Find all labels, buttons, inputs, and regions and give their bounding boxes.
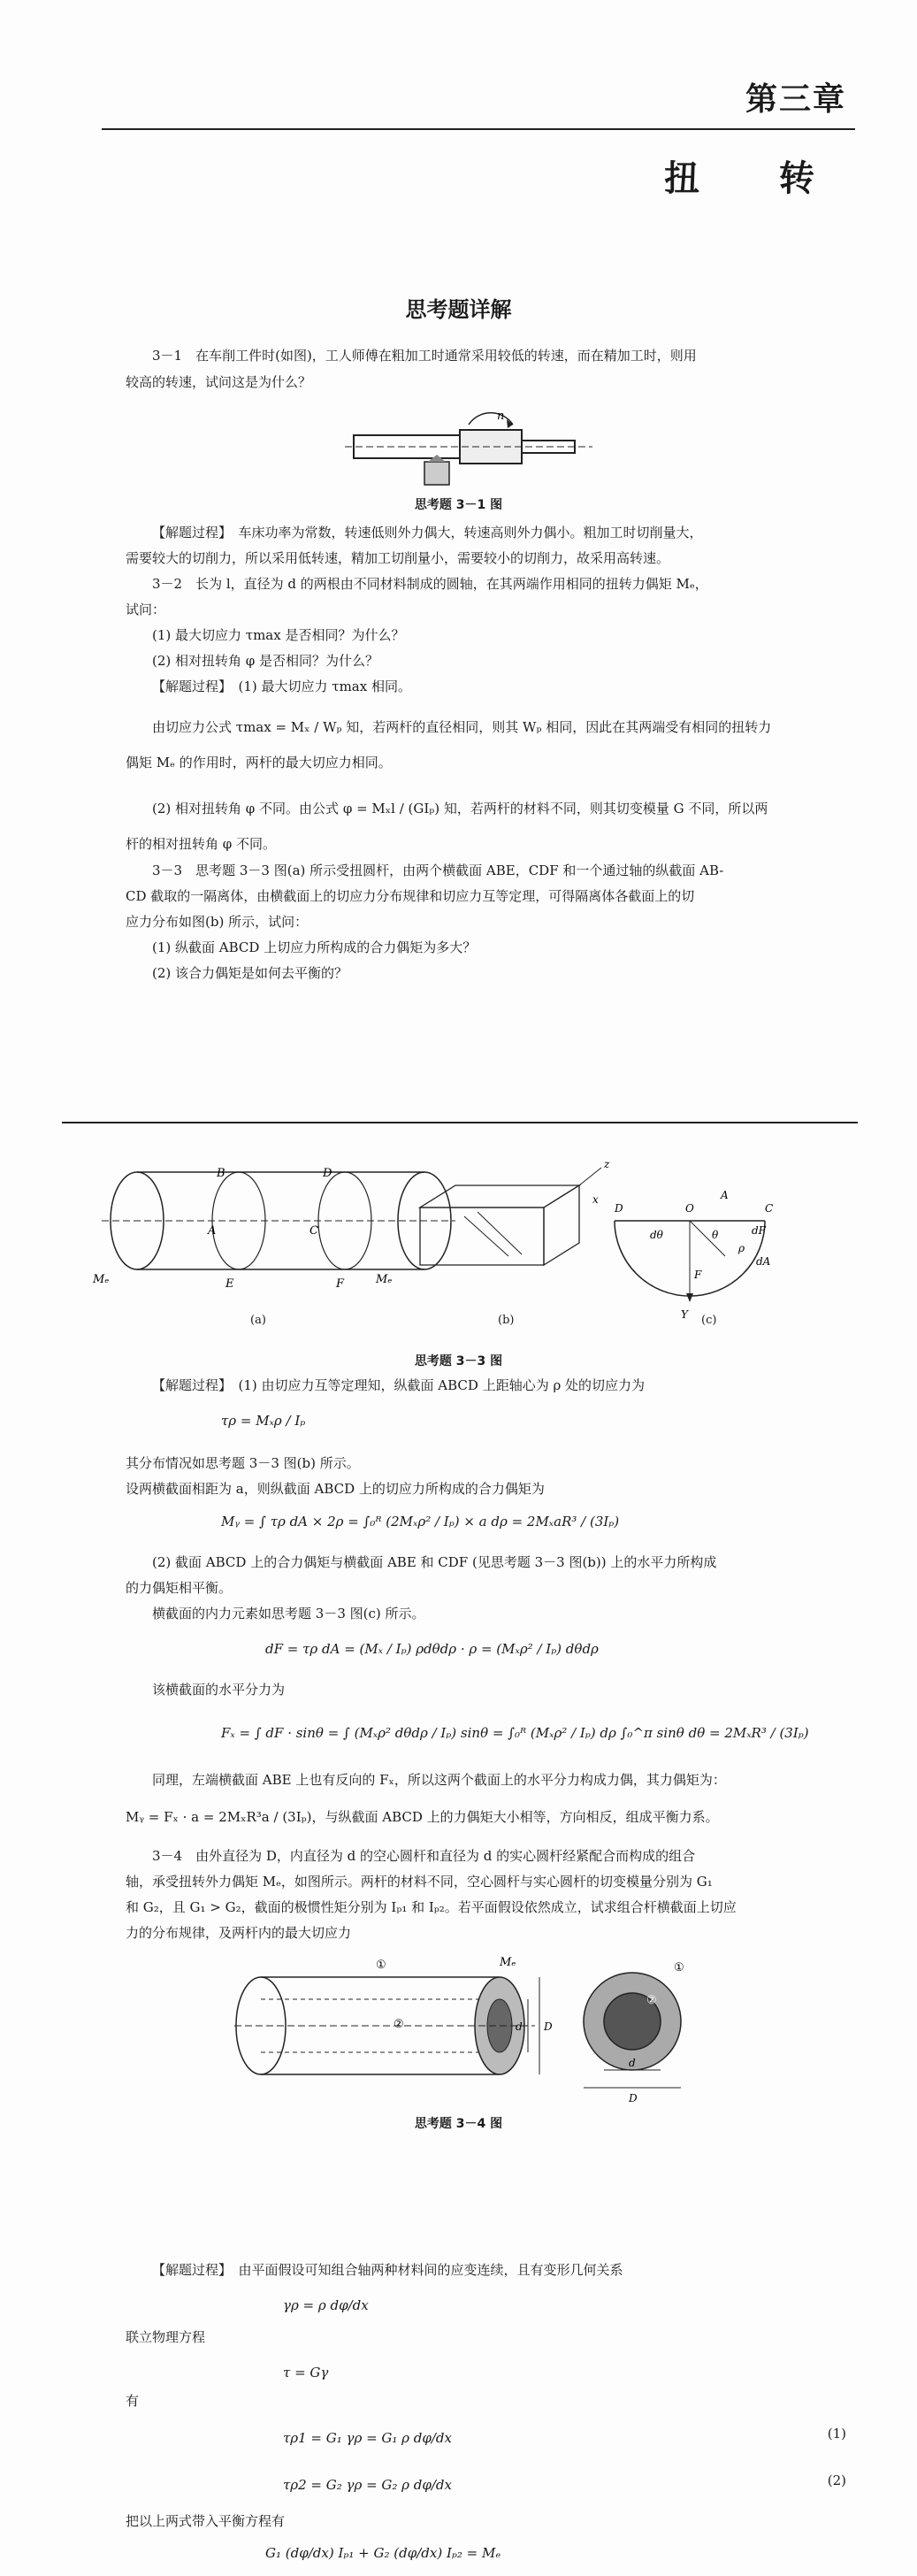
q31-text-1: 3－1 在车削工件时(如图)，工人师傅在粗加工时通常采用较低的转速，而在精加工时，则用 [152, 348, 697, 364]
q34-text-1: 3－4 由外直径为 D，内直径为 d 的空心圆杆和直径为 d 的实心圆杆经紧配合而构成的组合 [152, 1848, 696, 1864]
chapter-title: 扭 转 [664, 158, 848, 199]
q33-solution-8: 同理，左端横截面 ABE 上也有反向的 Fₓ，所以这两个截面上的水平分力构成力偶，其力偶矩为： [152, 1772, 726, 1788]
fig33-sub-c: (c) [701, 1314, 717, 1327]
q33-text-3: 应力分布如图(b) 所示，试问： [126, 914, 309, 930]
fig33c-label-df: dF [752, 1224, 767, 1237]
q34-equation-4-number: (2) [827, 2472, 846, 2488]
q34-text-4: 力的分布规律，及两杆内的最大切应力 [126, 1925, 352, 1941]
q33-solution-5: 的力偶矩相平衡。 [126, 1580, 233, 1596]
q34-equation-3: τρ1 = G₁ γρ = G₁ ρ dφ/dx [283, 2430, 452, 2446]
q33-solution-7: 该横截面的水平分力为 [152, 1682, 286, 1698]
q33-solution-1: 【解题过程】 (1) 由切应力互等定理知，纵截面 ABCD 上距轴心为 ρ 处的切应力为 [152, 1377, 646, 1393]
q33-item-1: (1) 纵截面 ABCD 上切应力所构成的合力偶矩为多大？ [152, 939, 477, 955]
q32-item-2: (2) 相对扭转角 φ 是否相同？为什么？ [152, 653, 379, 669]
fig33c-label-c: C [765, 1202, 774, 1215]
figure-3-4 [234, 1946, 694, 2105]
q31-text-2: 较高的转速，试问这是为什么？ [126, 374, 312, 390]
q32-item-1: (1) 最大切应力 τmax 是否相同？为什么？ [152, 627, 405, 643]
fig34-label-2b: ② [646, 1994, 657, 2007]
q34-equation-1: γρ = ρ dφ/dx [283, 2297, 369, 2313]
fig33-sub-a: (a) [250, 1314, 266, 1327]
q34-text-3: 和 G₂，且 G₁ > G₂，截面的极惯性矩分别为 Iₚ₁ 和 Iₚ₂。若平面假设依然成立，试求组合杆横截面上切应 [126, 1899, 737, 1915]
q34-caption: 思考题 3－4 图 [414, 2117, 503, 2131]
fig33c-label-da: dA [756, 1255, 771, 1268]
header-rule [102, 128, 855, 130]
q32-solution-2: 由切应力公式 τmax = Mₓ / Wₚ 知，若两杆的直径相同，则其 Wₚ 相同，因此在其两端受有相同的扭转力 [152, 719, 772, 735]
figure-3-1 [336, 400, 601, 497]
q33-solution-3: 设两横截面相距为 a，则纵截面 ABCD 上的切应力所构成的合力偶矩为 [126, 1481, 545, 1497]
q31-caption: 思考题 3－1 图 [414, 498, 503, 512]
fig33c-label-rho: ρ [738, 1242, 745, 1254]
fig33-label-c: C [309, 1224, 318, 1238]
q31-solution-1: 【解题过程】 车床功率为常数，转速低则外力偶大，转速高则外力偶小。粗加工时切削量大， [152, 525, 703, 540]
fig33-label-b: B [217, 1167, 225, 1180]
q32-solution-5: 杆的相对扭转角 φ 不同。 [126, 836, 277, 852]
q33-equation-2: Mᵧ = ∫ τρ dA × 2ρ = ∫₀ᴿ (2Mₓρ² / Iₚ) × a dρ = 2MₓaR³ / (3Iₚ) [221, 1514, 620, 1530]
q34-solution-4: 把以上两式带入平衡方程有 [126, 2513, 286, 2529]
fig33-label-me-left: Mₑ [93, 1273, 110, 1286]
q33-text-1: 3－3 思考题 3－3 图(a) 所示受扭圆杆，由两个横截面 ABE，CDF 和一个通过轴的纵截面 AB- [152, 862, 724, 878]
fig33c-label-y: Y [681, 1308, 688, 1321]
fig33-label-a: A [208, 1224, 217, 1238]
q34-solution-2: 联立物理方程 [126, 2329, 206, 2345]
fig31-label-n: n [497, 410, 505, 423]
fig34-label-d: d [516, 2020, 523, 2033]
q33-equation-4: Fₓ = ∫ dF · sinθ = ∫ (Mₓρ² dθdρ / Iₚ) sinθ = ∫₀ᴿ (Mₓρ² / Iₚ) dρ ∫₀^π sinθ dθ = 2MₓR³ / (3Iₚ) [221, 1725, 809, 1741]
chapter-number: 第三章 [745, 81, 846, 118]
fig33c-label-d: D [615, 1202, 623, 1215]
q32-solution-1: 【解题过程】 (1) 最大切应力 τmax 相同。 [152, 678, 411, 694]
fig34-label-1: ① [376, 1959, 386, 1972]
q33-solution-4: (2) 截面 ABCD 上的合力偶矩与横截面 ABE 和 CDF (见思考题 3－3 图(b)) 上的水平力所构成 [152, 1554, 717, 1570]
fig33-label-x: x [592, 1193, 599, 1206]
q32-solution-3: 偶矩 Mₑ 的作用时，两杆的最大切应力相同。 [126, 755, 392, 770]
q33-solution-9: Mᵧ = Fₓ · a = 2MₓR³a / (3Iₚ)，与纵截面 ABCD 上的力偶矩大小相等，方向相反，组成平衡力系。 [126, 1809, 719, 1825]
q34-text-2: 轴，承受扭转外力偶矩 Mₑ，如图所示。两杆的材料不同，空心圆杆与实心圆杆的切变模量分别为 G₁ [126, 1874, 713, 1890]
q33-equation-1: τρ = Mₓρ / Iₚ [221, 1413, 306, 1429]
fig33-label-d: D [323, 1167, 332, 1180]
fig33-label-e: E [225, 1277, 234, 1291]
fig33-sub-b: (b) [498, 1314, 515, 1327]
q32-text-2: 试问： [126, 602, 166, 617]
q31-solution-2: 需要较大的切削力，所以采用低转速，精加工切削量小，需要较小的切削力，故采用高转速。 [126, 550, 670, 566]
q34-equation-4: τρ2 = G₂ γρ = G₂ ρ dφ/dx [283, 2477, 452, 2493]
fig34-label-me: Mₑ [500, 1956, 516, 1969]
q34-equation-2: τ = Gγ [283, 2365, 329, 2380]
q34-equation-5: G₁ (dφ/dx) Iₚ₁ + G₂ (dφ/dx) Iₚ₂ = Mₑ [265, 2545, 501, 2561]
fig33c-label-a: A [721, 1189, 729, 1201]
fig33-label-me-right: Mₑ [376, 1273, 393, 1286]
q33-text-2: CD 截取的一隔离体，由横截面上的切应力分布规律和切应力互等定理，可得隔离体各截面上的切 [126, 888, 695, 904]
q34-solution-3: 有 [126, 2393, 140, 2409]
fig33c-label-dtheta: dθ [650, 1229, 663, 1241]
q33-solution-2: 其分布情况如思考题 3－3 图(b) 所示。 [126, 1455, 360, 1471]
page-break-rule [62, 1122, 858, 1123]
fig34-label-2: ② [394, 2018, 404, 2031]
q32-solution-4: (2) 相对扭转角 φ 不同。由公式 φ = Mₓl / (GIₚ) 知，若两杆的材料不同，则其切变模量 G 不同，所以两 [152, 801, 768, 816]
fig34-label-d-b: d [629, 2057, 636, 2069]
fig33c-label-theta: θ [712, 1229, 719, 1241]
q32-text-1: 3－2 长为 l，直径为 d 的两根由不同材料制成的圆轴，在其两端作用相同的扭转力偶矩 Mₑ， [152, 576, 708, 592]
section-heading: 思考题详解 [405, 297, 512, 322]
q33-caption: 思考题 3－3 图 [414, 1354, 503, 1368]
fig34-label-D: D [544, 2020, 553, 2033]
q33-item-2: (2) 该合力偶矩是如何去平衡的？ [152, 965, 348, 981]
fig33c-label-o: O [685, 1202, 694, 1215]
q34-equation-3-number: (1) [827, 2426, 846, 2442]
fig33c-label-f: F [694, 1269, 702, 1281]
fig34-label-D-b: D [629, 2092, 638, 2104]
figure-3-3 [84, 1150, 862, 1327]
fig33-label-z: z [604, 1158, 610, 1170]
q33-solution-6: 横截面的内力元素如思考题 3－3 图(c) 所示。 [152, 1606, 425, 1622]
fig33-label-f: F [336, 1277, 345, 1291]
q33-equation-3: dF = τρ dA = (Mₓ / Iₚ) ρdθdρ · ρ = (Mₓρ² / Iₚ) dθdρ [265, 1641, 599, 1657]
fig34-label-1b: ① [674, 1961, 684, 1974]
q34-solution-1: 【解题过程】 由平面假设可知组合轴两种材料间的应变连续，且有变形几何关系 [152, 2262, 623, 2278]
